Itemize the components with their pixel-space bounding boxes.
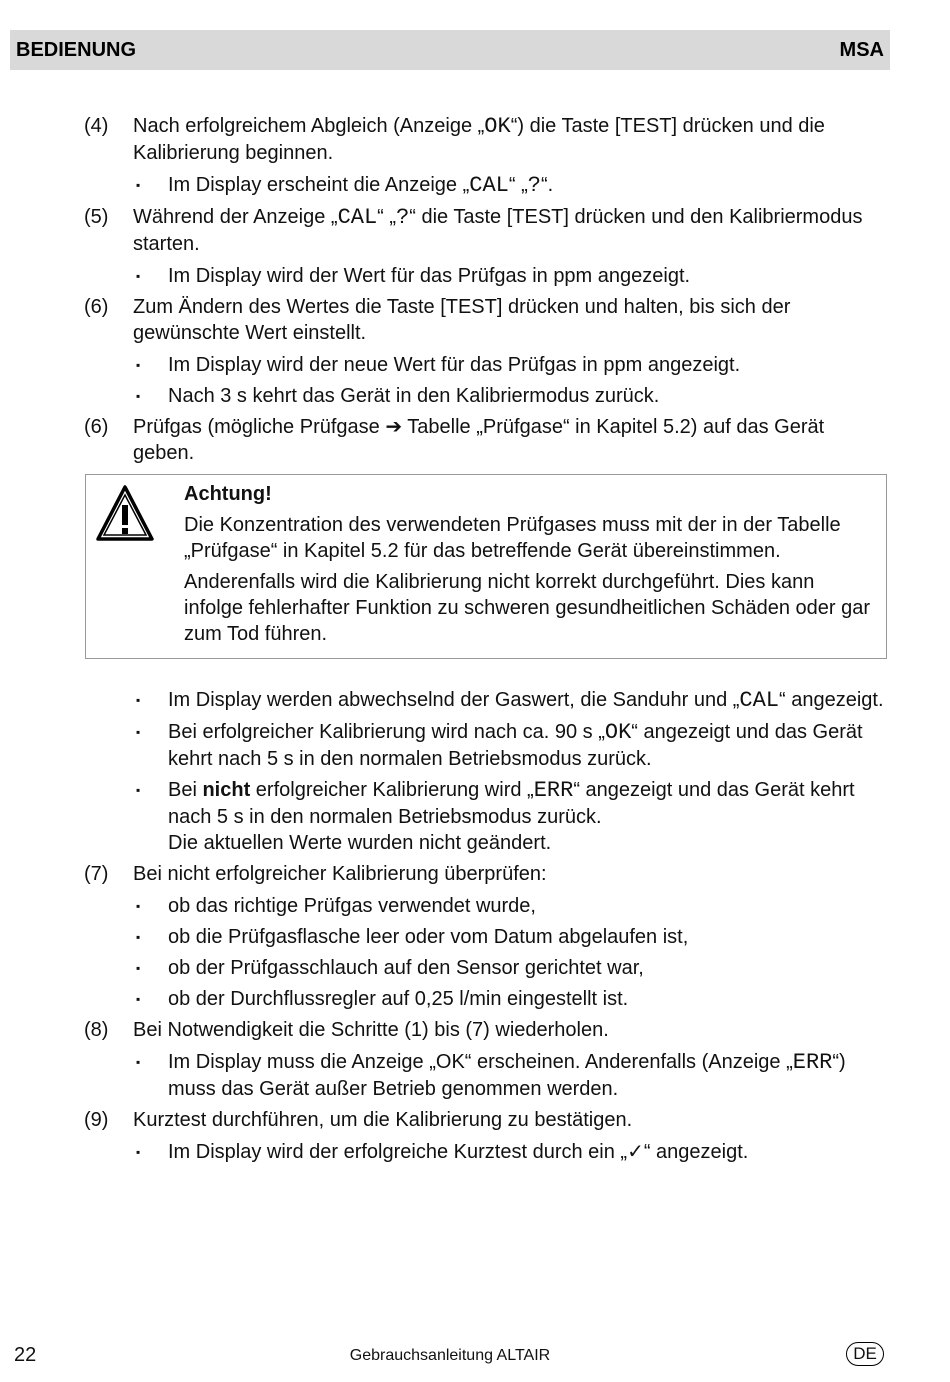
step-number: (6) xyxy=(84,296,109,318)
bullet-text xyxy=(168,986,884,1012)
bullet-text xyxy=(168,1049,884,1102)
text-run: Im Display werden abwechselnd der Gaswert, die Sanduhr und „ xyxy=(168,689,740,711)
numbered-step xyxy=(84,113,884,166)
text-run: OK xyxy=(604,720,632,745)
text-run: Im Display wird der erfolgreiche Kurztest durch ein „ xyxy=(168,1141,628,1163)
numbered-step xyxy=(84,1017,884,1043)
bullet-text xyxy=(168,172,884,199)
text-run: “ „ xyxy=(508,174,528,196)
text-run: CAL xyxy=(739,688,780,713)
warning-paragraph: Anderenfalls wird die Kalibrierung nicht korrekt durchgeführt. Dies kann infolge fehlerhafter Funktion zu schweren gesundheitlichen Schäden oder gar zum Tod führen. xyxy=(184,571,870,645)
warning-triangle-icon xyxy=(94,481,184,652)
bullet-item xyxy=(84,986,884,1012)
bullet-item xyxy=(84,172,884,199)
step-number: (9) xyxy=(84,1109,109,1131)
bullet-item xyxy=(84,383,884,409)
page-number: 22 xyxy=(14,1344,37,1366)
text-run: ob der Durchflussregler auf 0,25 l/min eingestellt ist. xyxy=(168,988,629,1010)
language-badge: DE xyxy=(846,1342,884,1366)
text-run: Während der Anzeige „ xyxy=(133,206,338,228)
step-number: (7) xyxy=(84,863,109,885)
step-text xyxy=(133,294,884,346)
text-run: “ angezeigt. xyxy=(643,1141,749,1163)
square-bullet-icon: ▪ xyxy=(136,1055,141,1069)
text-run: CAL xyxy=(337,205,378,230)
text-run: Die aktuellen Werte wurden nicht geändert. xyxy=(168,832,552,854)
numbered-step xyxy=(84,414,884,466)
text-run: “ angezeigt. xyxy=(779,689,884,711)
numbered-step xyxy=(84,861,884,887)
bullet-item xyxy=(84,955,884,981)
text-run: ob die Prüfgasflasche leer oder vom Datum abgelaufen ist, xyxy=(168,926,689,948)
text-run: Nach erfolgreichem Abgleich (Anzeige „ xyxy=(133,115,485,137)
square-bullet-icon: ▪ xyxy=(136,693,141,707)
text-run: Prüfgas (mögliche Prüfgase ➔ Tabelle „Prüfgase“ in Kapitel 5.2) auf das Gerät geben. xyxy=(133,416,825,464)
warning-box xyxy=(85,474,887,659)
square-bullet-icon: ▪ xyxy=(136,178,141,192)
square-bullet-icon: ▪ xyxy=(136,358,141,372)
text-run: Kurztest durchführen, um die Kalibrierung zu bestätigen. xyxy=(133,1109,633,1131)
text-run: “ die Taste [TEST] drücken und den Kalibriermodus starten. xyxy=(133,206,863,255)
square-bullet-icon: ▪ xyxy=(136,783,141,797)
step-text xyxy=(133,1017,884,1043)
text-run: CAL xyxy=(469,173,509,198)
text-run: Bei Notwendigkeit die Schritte (1) bis (7) wiederholen. xyxy=(133,1019,609,1041)
bullet-item xyxy=(84,719,884,772)
step-number: (4) xyxy=(84,115,109,137)
text-run: “) die Taste [TEST] drücken und die Kalibrierung beginnen. xyxy=(133,115,825,164)
step-text xyxy=(133,204,884,257)
bullet-text xyxy=(168,924,884,950)
warning-title: Achtung! xyxy=(184,483,272,505)
step-number: (6) xyxy=(84,416,109,438)
square-bullet-icon: ▪ xyxy=(136,930,141,944)
text-run: ERR xyxy=(533,778,574,803)
bullet-text xyxy=(168,352,884,378)
bullet-item xyxy=(84,893,884,919)
bullet-item xyxy=(84,777,884,856)
page-header xyxy=(10,30,890,70)
numbered-step xyxy=(84,1107,884,1133)
text-run: ERR xyxy=(792,1050,833,1075)
text-run: OK xyxy=(484,114,511,139)
text-run: Nach 3 s kehrt das Gerät in den Kalibriermodus zurück. xyxy=(168,385,660,407)
header-section-title: BEDIENUNG xyxy=(16,38,137,61)
text-run: “ angezeigt und das Gerät kehrt nach 5 s in den normalen Betriebsmodus zurück. xyxy=(168,721,863,770)
bullet-item xyxy=(84,1049,884,1102)
bullet-item xyxy=(84,1139,884,1165)
header-brand: MSA xyxy=(839,38,884,61)
step-text xyxy=(133,1107,884,1133)
text-run: Bei erfolgreicher Kalibrierung wird nach ca. 90 s „ xyxy=(168,721,605,743)
text-run: Bei xyxy=(168,779,203,801)
step-text xyxy=(133,113,884,166)
bullet-item xyxy=(84,352,884,378)
step-text xyxy=(133,414,884,466)
bullet-text xyxy=(168,383,884,409)
text-run: ob das richtige Prüfgas verwendet wurde, xyxy=(168,895,536,917)
checkmark-icon: ✓ xyxy=(627,1141,644,1163)
numbered-step xyxy=(84,204,884,257)
step-number: (8) xyxy=(84,1019,109,1041)
numbered-step xyxy=(84,294,884,346)
footer-title: Gebrauchsanleitung ALTAIR xyxy=(349,1347,551,1364)
text-run: nicht xyxy=(202,779,251,801)
document-body xyxy=(84,113,884,1170)
text-run: ? xyxy=(396,205,410,230)
text-run: Im Display wird der Wert für das Prüfgas in ppm angezeigt. xyxy=(168,265,691,287)
step-text xyxy=(133,861,884,887)
bullet-text xyxy=(168,1139,884,1165)
text-run: Im Display erscheint die Anzeige „ xyxy=(168,174,470,196)
square-bullet-icon: ▪ xyxy=(136,899,141,913)
text-run: erfolgreicher Kalibrierung wird „ xyxy=(250,779,534,801)
bullet-text xyxy=(168,263,884,289)
text-run: ob der Prüfgasschlauch auf den Sensor gerichtet war, xyxy=(168,957,644,979)
square-bullet-icon: ▪ xyxy=(136,961,141,975)
bullet-text xyxy=(168,777,884,856)
bullet-item xyxy=(84,687,884,714)
text-run: Zum Ändern des Wertes die Taste [TEST] drücken und halten, bis sich der gewünschte Wert einstellt. xyxy=(133,296,791,344)
square-bullet-icon: ▪ xyxy=(136,269,141,283)
text-run: Im Display muss die Anzeige „OK“ erscheinen. Anderenfalls (Anzeige „ xyxy=(168,1051,793,1073)
square-bullet-icon: ▪ xyxy=(136,992,141,1006)
text-run: “ „ xyxy=(377,206,397,228)
square-bullet-icon: ▪ xyxy=(136,1145,141,1159)
warning-body xyxy=(184,481,876,652)
bullet-item xyxy=(84,924,884,950)
text-run: Im Display wird der neue Wert für das Prüfgas in ppm angezeigt. xyxy=(168,354,741,376)
bullet-item xyxy=(84,263,884,289)
text-run: “. xyxy=(540,174,554,196)
text-run: “) muss das Gerät außer Betrieb genommen werden. xyxy=(168,1051,846,1100)
square-bullet-icon: ▪ xyxy=(136,389,141,403)
text-run: ? xyxy=(527,173,541,198)
step-number: (5) xyxy=(84,206,109,228)
text-run: Bei nicht erfolgreicher Kalibrierung überprüfen: xyxy=(133,863,547,885)
square-bullet-icon: ▪ xyxy=(136,725,141,739)
bullet-text xyxy=(168,955,884,981)
bullet-text xyxy=(168,687,884,714)
bullet-text xyxy=(168,893,884,919)
warning-paragraph: Die Konzentration des verwendeten Prüfgases muss mit der in der Tabelle „Prüfgase“ in Kapitel 5.2 für das betreffende Gerät übereinstimmen. xyxy=(184,514,841,562)
bullet-text xyxy=(168,719,884,772)
text-run: “ angezeigt und das Gerät kehrt nach 5 s in den normalen Betriebsmodus zurück. xyxy=(168,779,855,828)
